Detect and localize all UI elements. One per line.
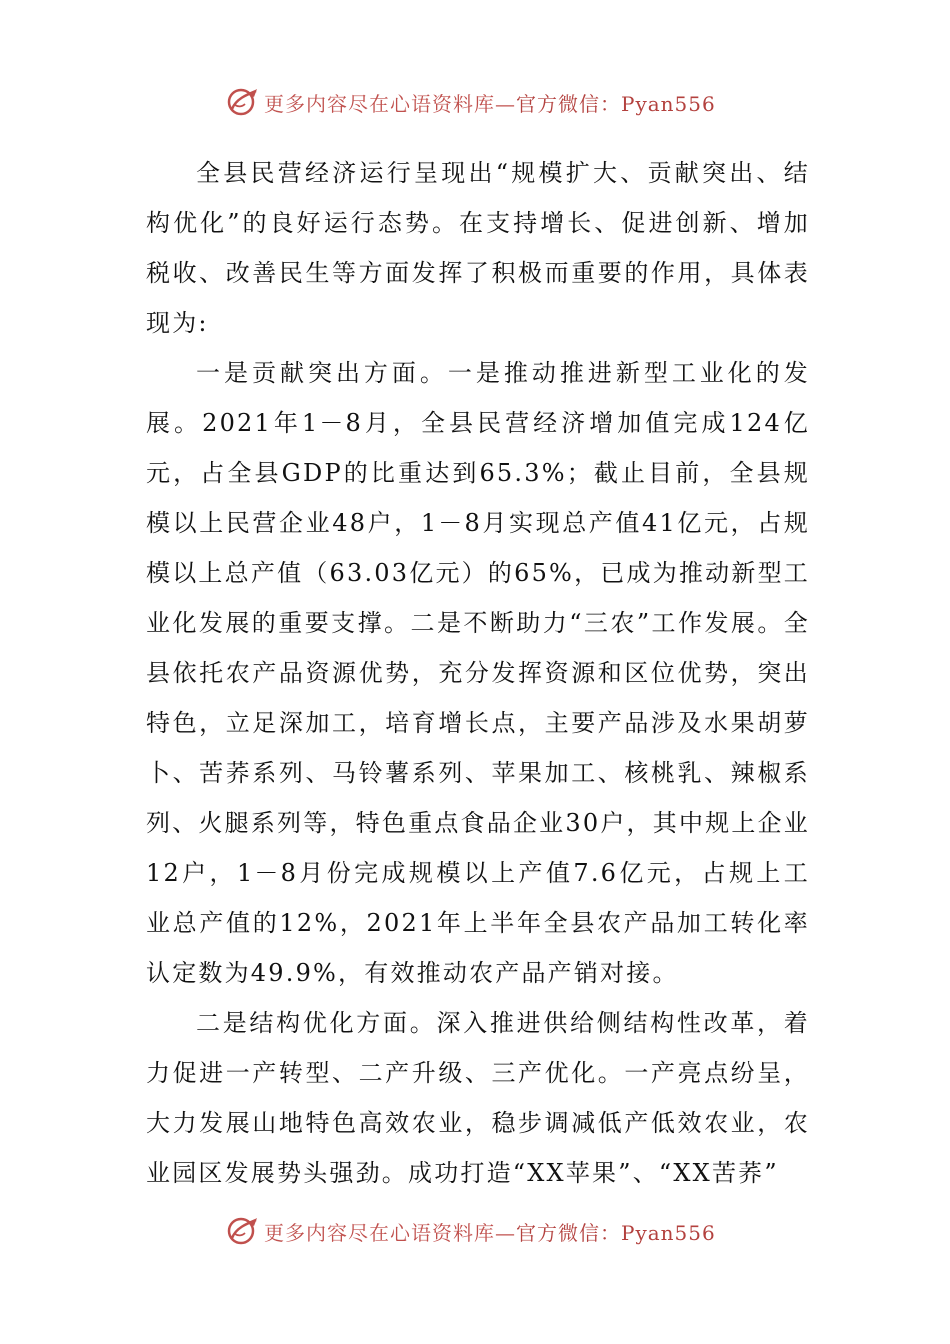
pen-swirl-logo-icon bbox=[226, 85, 260, 119]
watermark-text bbox=[264, 88, 716, 117]
paragraph-intro bbox=[146, 148, 810, 348]
watermark-brand: 更多内容尽在心语资料库 bbox=[264, 1220, 495, 1245]
watermark-wechat: 官方微信：Pyan556 bbox=[516, 1220, 716, 1245]
paragraph-text: 深入推进供给侧结构性改革，着力促进一产转型、二产升级、三产优化。一产亮点纷呈，大力发展山地特色高效农业，稳步调减低产低效农业，农业园区发展势头强劲。成功打造“XX苹果”、“XX苦荞” bbox=[146, 1009, 810, 1187]
paragraph-heading: 二是结构优化方面。 bbox=[196, 1009, 437, 1037]
watermark-wechat: 官方微信：Pyan556 bbox=[516, 91, 716, 116]
paragraph-heading: 一是贡献突出方面。 bbox=[196, 359, 448, 387]
paragraph-structure bbox=[146, 998, 810, 1198]
watermark-separator: — bbox=[495, 1220, 516, 1245]
pen-swirl-logo-icon bbox=[226, 1214, 260, 1248]
footer-watermark-banner bbox=[226, 1213, 746, 1249]
document-body bbox=[146, 148, 810, 1198]
paragraph-text: 全县民营经济运行呈现出“规模扩大、贡献突出、结构优化”的良好运行态势。在支持增长、促进创新、增加税收、改善民生等方面发挥了积极而重要的作用，具体表现为: bbox=[146, 159, 810, 337]
watermark-separator: — bbox=[495, 91, 516, 116]
paragraph-contribution bbox=[146, 348, 810, 998]
watermark-brand: 更多内容尽在心语资料库 bbox=[264, 91, 495, 116]
watermark-text bbox=[264, 1217, 716, 1246]
paragraph-text: 一是推动推进新型工业化的发展。2021年1－8月，全县民营经济增加值完成124亿元，占全县GDP的比重达到65.3%；截止目前，全县规模以上民营企业48户，1－8月实现总产值41亿元，占规模以上总产值（63.03亿元）的65%，已成为推动新型工业化发展的重要支撑。二是不断助力“三农”工作发展。全县依托农产品资源优势，充分发挥资源和区位优势，突出特色，立足深加工，培育增长点，主要产品涉及水果胡萝卜、苦荞系列、马铃薯系列、苹果加工、核桃乳、辣椒系列、火腿系列等，特色重点食品企业30户，其中规上企业12户，1－8月份完成规模以上产值7.6亿元，占规上工业总产值的12%，2021年上半年全县农产品加工转化率认定数为49.9%，有效推动农产品产销对接。 bbox=[146, 359, 811, 987]
header-watermark-banner bbox=[226, 84, 746, 120]
